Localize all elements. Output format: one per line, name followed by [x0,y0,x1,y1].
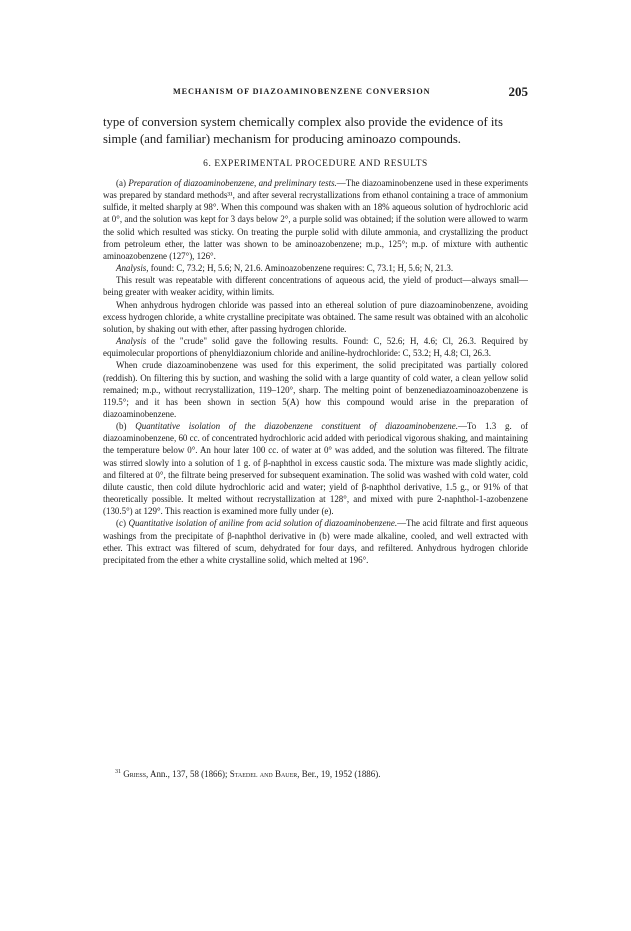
paragraph-b-label: (b) [116,421,136,432]
body-text [103,177,528,566]
footnote-author-1: Griess [123,769,147,779]
intro-text: type of conversion system chemically complex also provide the evidence of its simple (and familiar) mechanism for producing aminoazo compounds. [103,115,503,146]
paragraph-a [103,177,528,262]
analysis-1-label: Analysis, [116,263,149,274]
paragraph-c [103,517,528,566]
running-header [103,84,528,102]
paragraph-5: When crude diazoaminobenzene was used for this experiment, the solid precipitated was partially colored (reddish). On filtering this by suction, and washing the solid with a large quantity of cold water, a clean yellow solid remained; m.p., without recrystallization, 119–120°, sharp. The melting point of benzenediazoaminoazobenzene is 119.5°; and it has been shown in section 5(A) how this compound would arise in the preparation of diazoaminobenzene. [103,360,528,419]
paragraph-b-text: —To 1.3 g. of diazoaminobenzene, 60 cc. of concentrated hydrochloric acid added with periodical vigorous shaking, and maintaining the temperature below 0°. An hour later 100 cc. of water at 0° was added, and the solution was filtered. The filtrate was stirred slowly into a solution of 1 g. of β-naphthol in excess caustic soda. The mixture was made slightly acidic, and filtered at 0°, the filtrate being preserved for subsequent examination. The solid was washed with cold water, cold dilute caustic, then cold dilute hydrochloric acid and water; yield of β-naphthol derivative, 1.5 g., or 91% of that theoretically possible. It melted without recrystallization at 128°, and mixed with pure 2-naphthol-1-azobenzene (130.5°) at 129°. This reaction is examined more fully under (e). [103,421,529,517]
analysis-paragraph-1 [103,262,528,274]
footnote-author-2: Staedel and Bauer [229,769,298,779]
paragraph-b [103,420,528,517]
paragraph-a-title: Preparation of diazoaminobenzene, and preliminary tests. [128,178,337,188]
paragraph-b-title: Quantitative isolation of the diazobenzene constituent of diazoaminobenzene. [135,421,458,432]
analysis-2-text: of the "crude" solid gave the following results. Found: C, 52.6; H, 4.6; Cl, 26.3. Required by equimolecular proportions of phenyldiazonium chloride and aniline-hydrochloride: C, 53.2; H, 4.8; Cl, 26.3. [103,336,528,359]
footnote [103,768,528,780]
paragraph-3: When anhydrous hydrogen chloride was passed into an ethereal solution of pure diazoaminobenzene, avoiding excess hydrogen chloride, a white crystalline precipitate was obtained. The same result was obtained with an alcoholic solution, by shaking out with ether, after passing hydrogen chloride. [103,299,528,334]
running-title: MECHANISM OF DIAZOAMINOBENZENE CONVERSION [173,87,431,96]
footnote-ref-2: , Ber., 19, 1952 (1886). [297,769,381,779]
paragraph-a-label: (a) [116,178,129,188]
paragraph-a-text: —The diazoaminobenzene used in these experiments was prepared by standard methods³¹, and after several recrystallizations from ethanol containing a trace of ammonium sulfide, it melted sharply at 98°. When this compound was shaken with an 18% aqueous solution of hydrochloric acid at 0°, and the solution was kept for 3 days below 2°, a purple solid was obtained; if the solution were allowed to warm the solid which resulted was sticky. On treating the purple solid with dilute ammonia, and crystallizing the product from petroleum ether, the latter was shown to be aminoazobenzene; m.p., 125°; m.p. of mixture with authentic aminoazobenzene (127°), 126°. [103,178,528,261]
intro-paragraph [103,114,528,148]
analysis-2-label: Analysis [116,336,147,347]
page-number: 205 [508,84,528,99]
paragraph-c-label: (c) [116,518,129,529]
footnote-ref-1: , Ann., 137, 58 (1866); [146,769,230,779]
analysis-paragraph-2 [103,335,528,359]
footnote-mark: 31 [115,769,121,776]
analysis-1-text: found: C, 73.2; H, 5.6; N, 21.6. Aminoazobenzene requires: C, 73.1; H, 5.6; N, 21.3. [148,263,454,274]
paragraph-c-text: —The acid filtrate and first aqueous washings from the precipitate of β-naphthol derivative in (b) were made alkaline, cooled, and well extracted with ether. This extract was filtered of scum, dehydrated for four days, and refiltered. Anhydrous hydrogen chloride precipitated from the ether a white crystalline solid, which melted at 196°. [103,518,528,565]
paragraph-c-title: Quantitative isolation of aniline from acid solution of diazoaminobenzene. [128,518,398,529]
section-heading: 6. EXPERIMENTAL PROCEDURE AND RESULTS [203,159,428,169]
paragraph-2: This result was repeatable with different concentrations of aqueous acid, the yield of product—always small—being greater with weaker acidity, within limits. [103,275,528,298]
